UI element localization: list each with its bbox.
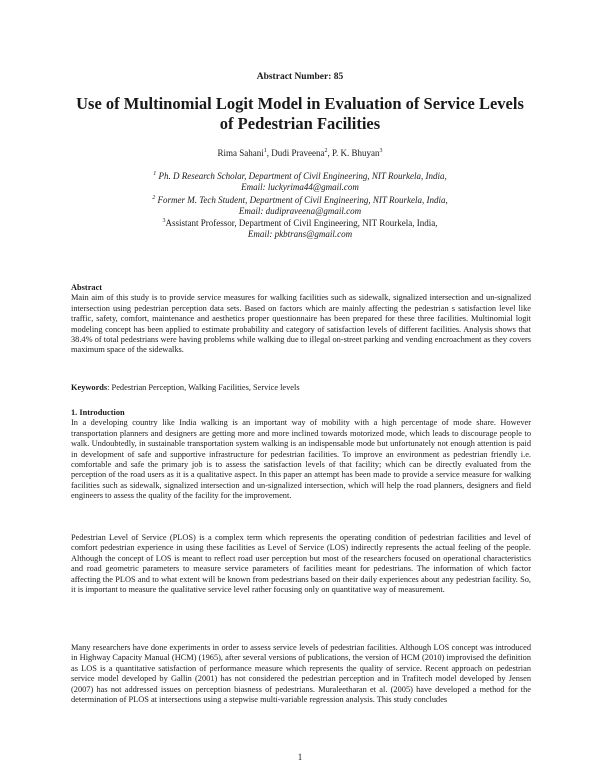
affiliation-2-email: Email: dudipraveena@gmail.com bbox=[238, 206, 362, 216]
introduction-paragraph-3: Many researchers have done experiments in order to assess service levels of pedestrian facilities. Although LOS concept was introduced in Highway Capacity Manual (HCM) (1965), after several versions of publications, the version of HCM (2010) improvised the definition as LOS is a quantitative satisfaction of performance measure which represents the quality of service. Recent approach on pedestrian service model developed by Gallin (2001) has not considered the pedestrian perception and in Trafitech model developed by Jensen (2007) has not addressed issues on perception biasness of pedestrians. Muraleetharan et al. (2005) have developed a method for the determination of PLOS at intersections using a stepwise multi-variable regression analysis. This study concludes bbox=[71, 643, 531, 705]
author-1: Rima Sahani bbox=[217, 148, 264, 158]
affiliation-3 bbox=[0, 216, 600, 240]
affiliation-1-email: Email: luckyrima44@gmail.com bbox=[241, 182, 359, 192]
affiliation-1-text: Ph. D Research Scholar, Department of Civil Engineering, NIT Rourkela, India, bbox=[156, 171, 447, 181]
paper-title bbox=[40, 94, 560, 134]
introduction-heading: 1. Introduction bbox=[71, 408, 125, 417]
affiliation-2-text: Former M. Tech Student, Department of Civil Engineering, NIT Rourkela, India, bbox=[155, 195, 448, 205]
introduction-paragraph-2: Pedestrian Level of Service (PLOS) is a complex term which represents the operating condition of pedestrian facilities and level of comfort pedestrian experience in using these facilities as Level of Service (LOS) indirectly represents the actual feeling of the people. Although the concept of LOS is meant to reflect road user perception but most of the researchers focused on operational characteristics and road geometric parameters to measure service parameters of facilities meant for pedestrians. The information of which factor affecting the PLOS and to what extent will be known from pedestrians based on their daily experiences about any pedestrian facility. So, it is important to measure the qualitative service level rather focusing only on quantitative way of measurement. bbox=[71, 533, 531, 595]
introduction-paragraph-1: In a developing country like India walking is an important way of mobility with a high percentage of mode share. However transportation planners and designers are getting more and more inclined towards motorized mode, which leads to discourage people to walk. Undoubtedly, in sustainable transportation system walking is an indispensable mode but unfortunately not enough attention is paid in development of safe and supportive infrastructure for pedestrian facilities. To improve an environment as pedestrian friendly i.e. comfortable and safe the primary job is to assess the satisfaction levels of that facility; which can be directly evaluated from the perception of the road users as it is a qualitative aspect. In this paper an attempt has been made to provide a service measure for walking facilities such as sidewalk, signalized intersection and un-signalized intersection, which will help the road planners, designers and field engineers to assess the quality of the facility for the improvement. bbox=[71, 418, 531, 501]
affiliation-2-sup: 2 bbox=[152, 195, 156, 201]
introduction-paragraph-2-block bbox=[71, 533, 531, 595]
author-2-sup: 2 bbox=[324, 148, 328, 154]
author-3-sup: 3 bbox=[379, 148, 383, 154]
affiliation-3-sup: 3 bbox=[162, 218, 166, 224]
abstract-section bbox=[71, 283, 531, 356]
introduction-paragraph-3-block bbox=[71, 643, 531, 705]
affiliation-2 bbox=[0, 193, 600, 217]
title-line-2: of Pedestrian Facilities bbox=[219, 114, 381, 133]
affiliation-1 bbox=[0, 169, 600, 193]
page-number: 1 bbox=[297, 752, 303, 762]
affiliation-1-sup: 1 bbox=[153, 171, 157, 177]
abstract-number: Abstract Number: 85 bbox=[256, 72, 344, 82]
author-2: , Dudi Praveena bbox=[266, 148, 325, 158]
author-1-sup: 1 bbox=[263, 148, 267, 154]
keywords-text: : Pedestrian Perception, Walking Facilities, Service levels bbox=[107, 383, 300, 392]
abstract-heading: Abstract bbox=[71, 283, 103, 292]
author-3: , P. K. Bhuyan bbox=[327, 148, 380, 158]
keywords-line bbox=[71, 383, 531, 392]
affiliation-3-email: Email: pkbtrans@gmail.com bbox=[247, 229, 353, 239]
affiliation-3-text: Assistant Professor, Department of Civil Engineering, NIT Rourkela, India, bbox=[165, 218, 438, 228]
introduction-section bbox=[71, 408, 531, 502]
title-line-1: Use of Multinomial Logit Model in Evaluation of Service Levels bbox=[76, 94, 524, 113]
author-list bbox=[0, 148, 600, 158]
keywords-label: Keywords bbox=[71, 383, 108, 392]
abstract-body: Main aim of this study is to provide service measures for walking facilities such as sidewalk, signalized intersection and un-signalized intersection using pedestrian perception data sets. Based on factors which are mainly affecting the pedestrian s satisfaction level like traffic, safety, comfort, maintenance and aesthetics proper questionnaire has been prepared for these three facilities. Multinomial logit modeling concept has been applied to estimate probability and category of satisfaction levels of different facilities. Analysis shows that 38.4% of total pedestrians were having problems while walking due to illegal on-street parking and vending encroachment as they covers maximum space of the sidewalks. bbox=[71, 293, 531, 355]
